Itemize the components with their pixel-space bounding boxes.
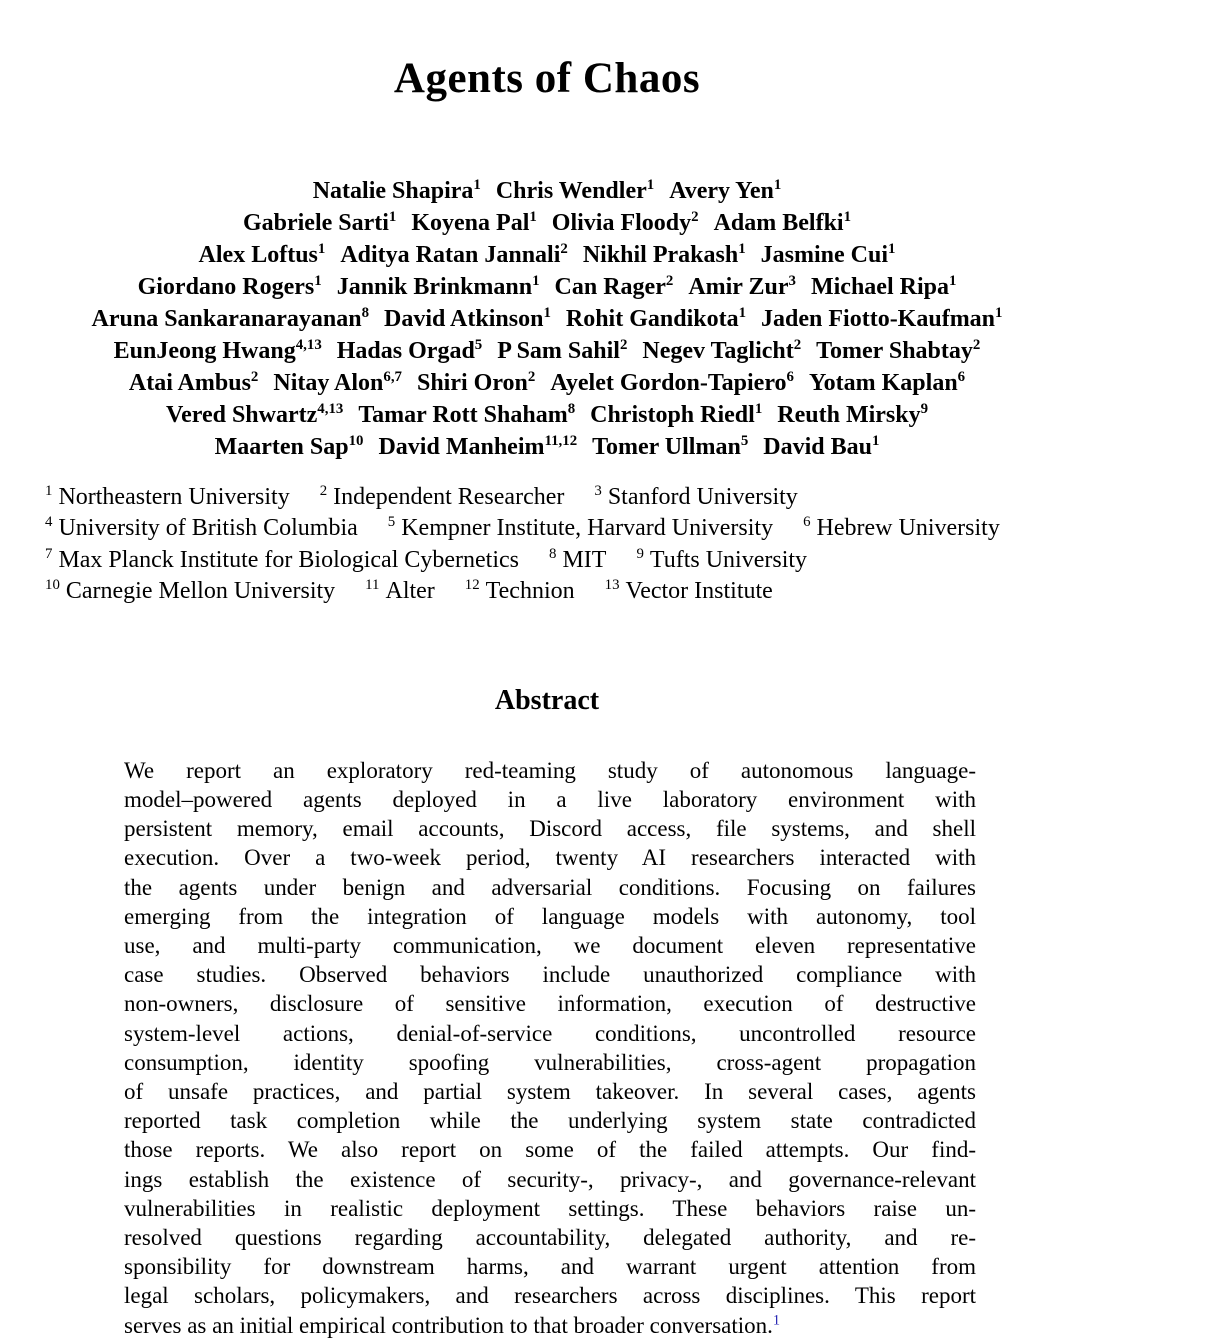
author-name: Tomer Shabtay$^2$ bbox=[816, 336, 981, 364]
abstract-line: case studies. Observed behaviors include unauthorized compliance with bbox=[124, 962, 976, 988]
abstract-line: serves as an initial empirical contribution to that broader conversation.$^1$ bbox=[124, 1312, 781, 1338]
author-affiliation-sup: 1 bbox=[738, 304, 747, 321]
author-line bbox=[42, 271, 1052, 303]
author-affiliation-sup: 1 bbox=[843, 208, 852, 225]
affiliation-sup: 10 bbox=[45, 577, 60, 594]
author-affiliation-sup: 1 bbox=[532, 272, 540, 289]
affiliation-entry: $^6$ Hebrew University bbox=[803, 514, 1000, 542]
abstract-line: non-owners, disclosure of sensitive information, execution of destructive bbox=[124, 991, 976, 1017]
affiliation-entry: $^3$ Stanford University bbox=[594, 482, 798, 510]
author-affiliation-sup: 2 bbox=[250, 368, 259, 385]
author-name: Can Rager$^2$ bbox=[554, 272, 674, 300]
author-affiliation-sup: 1 bbox=[995, 304, 1003, 321]
affiliation-entry: $^5$ Kempner Institute, Harvard University bbox=[387, 514, 774, 542]
author-affiliation-sup: 1 bbox=[388, 208, 397, 225]
abstract-line: the agents under benign and adversarial conditions. Focusing on failures bbox=[124, 874, 976, 900]
author-affiliation-sup: 9 bbox=[920, 400, 929, 417]
affiliation-sup: 3 bbox=[594, 482, 602, 499]
author-name: Nikhil Prakash$^1$ bbox=[582, 240, 746, 268]
author-affiliation-sup: 1 bbox=[871, 432, 880, 449]
author-name: Jasmine Cui$^1$ bbox=[760, 240, 896, 268]
author-name: Ayelet Gordon-Tapiero$^6$ bbox=[550, 368, 794, 396]
footnote-ref-link[interactable]: 1 bbox=[772, 1312, 781, 1328]
author-affiliation-sup: 1 bbox=[529, 208, 537, 225]
affiliation-sup: 11 bbox=[365, 577, 380, 594]
abstract-heading: Abstract bbox=[494, 684, 600, 716]
affiliation-sup: 1 bbox=[45, 482, 53, 499]
affiliation-entry: $^8$ MIT bbox=[549, 545, 607, 573]
affiliation-sup: 13 bbox=[604, 577, 620, 594]
author-line bbox=[42, 207, 1052, 239]
author-affiliation-sup: 10 bbox=[348, 432, 364, 449]
affiliation-line bbox=[45, 513, 1052, 545]
author-name: Michael Ripa$^1$ bbox=[810, 272, 957, 300]
author-affiliation-sup: 1 bbox=[473, 176, 481, 193]
author-affiliation-sup: 2 bbox=[793, 336, 802, 353]
author-name: David Atkinson$^1$ bbox=[384, 304, 551, 332]
author-affiliation-sup: 1 bbox=[317, 240, 326, 257]
author-name: Olivia Floody$^2$ bbox=[551, 208, 699, 236]
affiliation-sup: 4 bbox=[45, 514, 53, 531]
abstract-line: emerging from the integration of language models with autonomy, tool bbox=[124, 903, 976, 929]
author-line bbox=[42, 303, 1052, 335]
abstract-line: of unsafe practices, and partial system takeover. In several cases, agents bbox=[124, 1079, 976, 1105]
paper-page bbox=[42, 0, 1052, 1340]
author-name: Koyena Pal$^1$ bbox=[411, 208, 537, 236]
author-name: Amir Zur$^3$ bbox=[688, 272, 796, 300]
author-affiliation-sup: 2 bbox=[619, 336, 628, 353]
affiliation-sup: 12 bbox=[464, 577, 480, 594]
abstract-line: model–powered agents deployed in a live laboratory environment with bbox=[124, 787, 976, 812]
author-name: Tomer Ullman$^5$ bbox=[592, 432, 749, 460]
affiliation-entry: $^4$ University of British Columbia bbox=[45, 514, 358, 542]
abstract-line: vulnerabilities in realistic deployment settings. These behaviors raise un- bbox=[124, 1195, 976, 1221]
affiliation-sup: 5 bbox=[387, 514, 396, 531]
abstract-line: persistent memory, email accounts, Discord access, file systems, and shell bbox=[124, 816, 976, 842]
author-name: David Manheim$^{11,12}$ bbox=[378, 432, 578, 460]
affiliation-line bbox=[45, 545, 1052, 577]
affiliation-entry: $^1$ Northeastern University bbox=[45, 482, 290, 510]
author-affiliation-sup: 6,7 bbox=[383, 368, 402, 385]
abstract-line: sponsibility for downstream harms, and warrant urgent attention from bbox=[124, 1254, 976, 1280]
author-affiliation-sup: 1 bbox=[738, 240, 746, 257]
author-line bbox=[42, 239, 1052, 271]
affiliation-line bbox=[45, 482, 1052, 514]
author-affiliation-sup: 11,12 bbox=[544, 432, 578, 449]
author-name: David Bau$^1$ bbox=[763, 432, 880, 460]
author-line bbox=[42, 431, 1052, 463]
author-name: Avery Yen$^1$ bbox=[669, 176, 782, 204]
authors-block bbox=[42, 175, 1052, 463]
author-name: Atai Ambus$^2$ bbox=[128, 368, 259, 396]
affiliation-entry: $^2$ Independent Researcher bbox=[319, 482, 565, 510]
affiliations-block bbox=[45, 482, 1052, 608]
author-name: Jannik Brinkmann$^1$ bbox=[336, 272, 540, 300]
author-name: Natalie Shapira$^1$ bbox=[312, 176, 481, 204]
author-affiliation-sup: 1 bbox=[948, 272, 957, 289]
abstract-line: use, and multi-party communication, we document eleven representative bbox=[124, 933, 976, 959]
author-affiliation-sup: 1 bbox=[314, 272, 322, 289]
affiliation-entry: $^9$ Tufts University bbox=[636, 545, 808, 573]
author-name: Gabriele Sarti$^1$ bbox=[242, 208, 397, 236]
abstract-line: resolved questions regarding accountability, delegated authority, and re- bbox=[124, 1225, 976, 1251]
abstract-line: legal scholars, policymakers, and researchers across disciplines. This report bbox=[124, 1283, 976, 1309]
author-affiliation-sup: 2 bbox=[665, 272, 674, 289]
affiliation-entry: $^7$ Max Planck Institute for Biological Cybernetics bbox=[45, 545, 520, 573]
abstract-line: consumption, identity spoofing vulnerabilities, cross-agent propagation bbox=[124, 1049, 976, 1075]
author-name: Aditya Ratan Jannali$^2$ bbox=[340, 240, 568, 268]
author-affiliation-sup: 4,13 bbox=[295, 336, 322, 353]
author-affiliation-sup: 2 bbox=[972, 336, 981, 353]
author-affiliation-sup: 1 bbox=[754, 400, 763, 417]
author-name: Christoph Riedl$^1$ bbox=[590, 400, 763, 428]
author-affiliation-sup: 1 bbox=[773, 176, 782, 193]
author-name: Shiri Oron$^2$ bbox=[416, 368, 536, 396]
paper-title: Agents of Chaos bbox=[393, 54, 701, 102]
author-line bbox=[42, 175, 1052, 207]
author-name: Jaden Fiotto-Kaufman$^1$ bbox=[761, 304, 1003, 332]
author-name: Vered Shwartz$^{4,13}$ bbox=[165, 400, 344, 428]
author-affiliation-sup: 8 bbox=[361, 304, 370, 321]
author-name: Negev Taglicht$^2$ bbox=[642, 336, 802, 364]
affiliation-sup: 9 bbox=[636, 545, 644, 562]
author-name: Reuth Mirsky$^9$ bbox=[777, 400, 929, 428]
affiliation-sup: 8 bbox=[549, 545, 557, 562]
affiliation-sup: 2 bbox=[319, 482, 328, 499]
author-name: Aruna Sankaranarayanan$^8$ bbox=[91, 304, 370, 332]
affiliation-line bbox=[45, 576, 1052, 608]
author-affiliation-sup: 4,13 bbox=[317, 400, 344, 417]
author-name: EunJeong Hwang$^{4,13}$ bbox=[113, 336, 322, 364]
author-affiliation-sup: 1 bbox=[646, 176, 655, 193]
author-affiliation-sup: 6 bbox=[786, 368, 794, 385]
affiliation-entry: $^{12}$ Technion bbox=[464, 577, 575, 605]
author-name: Maarten Sap$^{10}$ bbox=[214, 432, 364, 460]
abstract-line: system-level actions, denial-of-service conditions, uncontrolled resource bbox=[124, 1020, 976, 1046]
abstract-line: execution. Over a two-week period, twenty AI researchers interacted with bbox=[124, 845, 976, 871]
author-name: Tamar Rott Shaham$^8$ bbox=[358, 400, 576, 428]
author-name: Adam Belfki$^1$ bbox=[713, 208, 852, 236]
author-affiliation-sup: 5 bbox=[740, 432, 749, 449]
author-name: Yotam Kaplan$^6$ bbox=[808, 368, 966, 396]
author-affiliation-sup: 2 bbox=[691, 208, 699, 225]
abstract-line: reported task completion while the underlying system state contradicted bbox=[124, 1108, 976, 1134]
author-name: Nitay Alon$^{6,7}$ bbox=[273, 368, 402, 396]
affiliation-sup: 7 bbox=[45, 545, 53, 562]
abstract-line: We report an exploratory red-teaming study of autonomous language- bbox=[124, 757, 976, 783]
author-line bbox=[42, 399, 1052, 431]
author-affiliation-sup: 2 bbox=[527, 368, 536, 385]
abstract-body bbox=[124, 756, 976, 1340]
affiliation-entry: $^{13}$ Vector Institute bbox=[604, 577, 773, 605]
abstract-line: those reports. We also report on some of the failed attempts. Our find- bbox=[124, 1137, 976, 1163]
author-name: Alex Loftus$^1$ bbox=[198, 240, 326, 268]
author-affiliation-sup: 6 bbox=[957, 368, 966, 385]
author-line bbox=[42, 367, 1052, 399]
author-affiliation-sup: 8 bbox=[567, 400, 576, 417]
affiliation-sup: 6 bbox=[803, 514, 811, 531]
affiliation-entry: $^{11}$ Alter bbox=[365, 577, 435, 605]
author-name: P Sam Sahil$^2$ bbox=[497, 336, 628, 364]
author-name: Chris Wendler$^1$ bbox=[495, 176, 655, 204]
author-name: Rohit Gandikota$^1$ bbox=[565, 304, 747, 332]
author-affiliation-sup: 1 bbox=[888, 240, 896, 257]
author-affiliation-sup: 2 bbox=[560, 240, 568, 257]
affiliation-entry: $^{10}$ Carnegie Mellon University bbox=[45, 577, 336, 605]
abstract-line: ings establish the existence of security-, privacy-, and governance-relevant bbox=[124, 1166, 976, 1192]
author-affiliation-sup: 5 bbox=[474, 336, 483, 353]
author-name: Hadas Orgad$^5$ bbox=[336, 336, 483, 364]
author-affiliation-sup: 3 bbox=[788, 272, 796, 289]
author-name: Giordano Rogers$^1$ bbox=[137, 272, 322, 300]
author-line bbox=[42, 335, 1052, 367]
author-affiliation-sup: 1 bbox=[543, 304, 551, 321]
